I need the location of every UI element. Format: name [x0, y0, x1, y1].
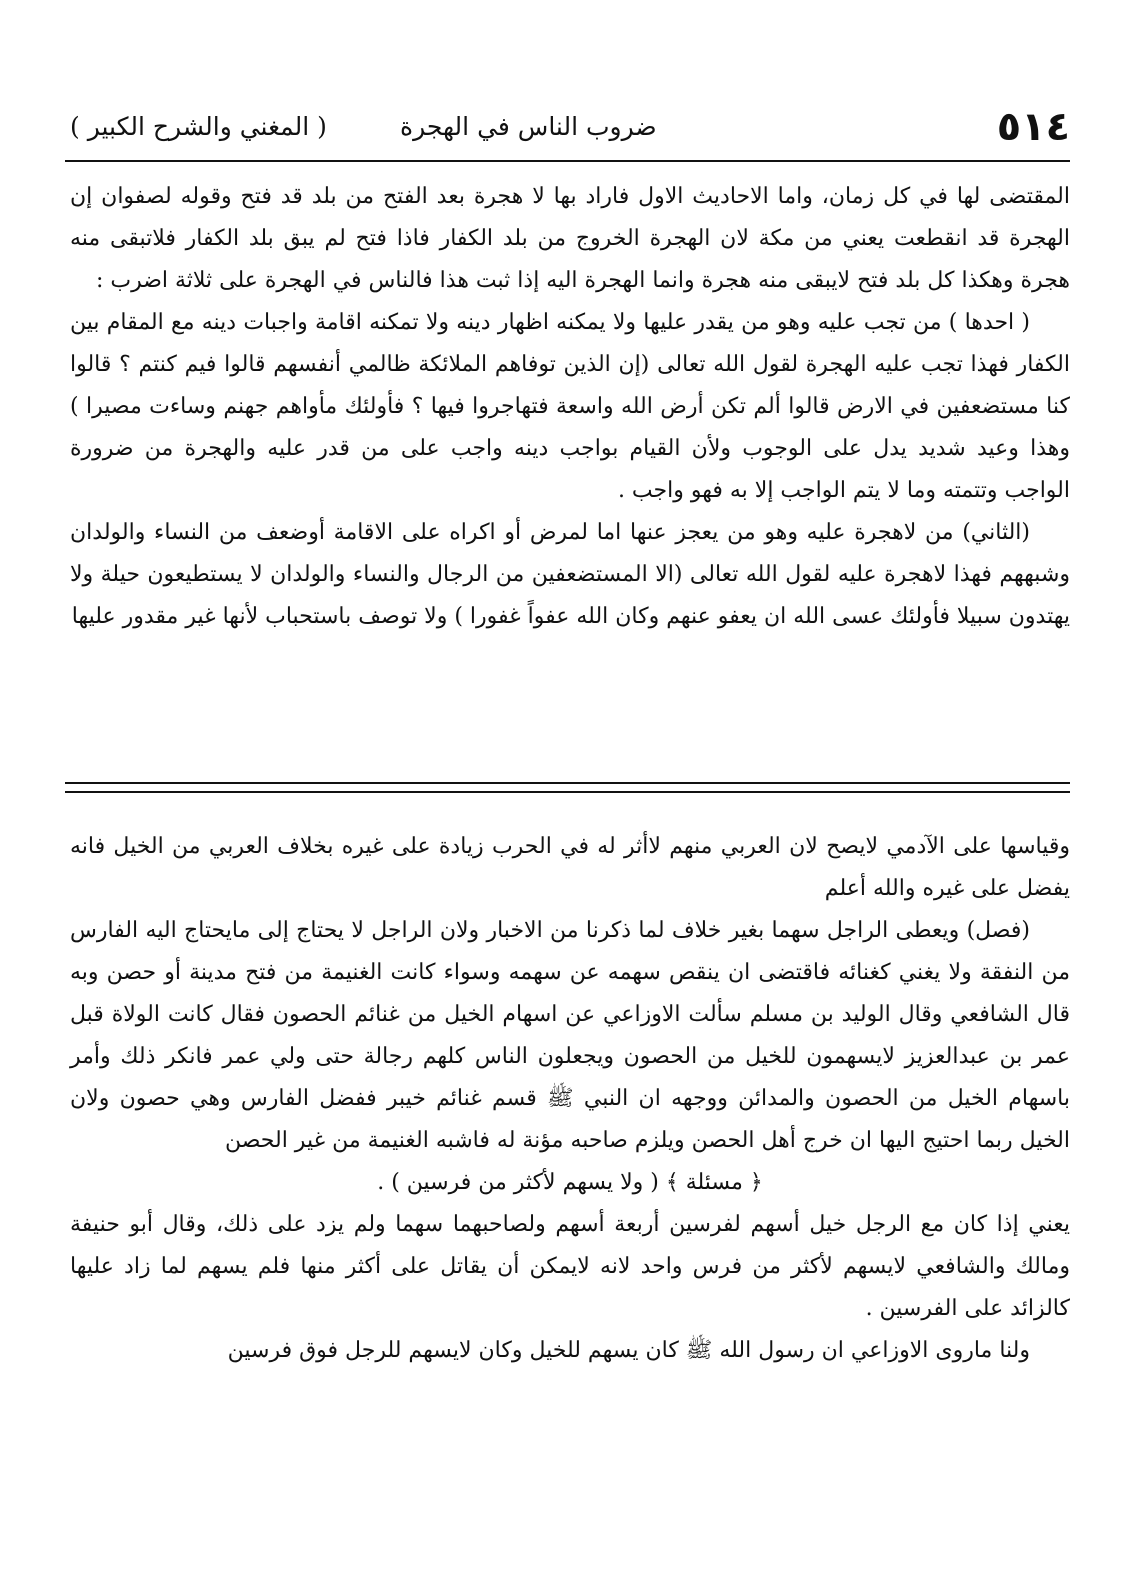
section-divider — [65, 782, 1070, 793]
book-title: ( المغني والشرح الكبير ) — [70, 112, 327, 141]
page-header — [70, 104, 1070, 160]
main-paragraph-3: (الثاني) من لاهجرة عليه وهو من يعجز عنها اما لمرض أو اكراه على الاقامة أوضعف من النساء والولدان وشبههم فهذا لاهجرة عليه لقول الله تعالى (الا المستضعفين من الرجال والنساء والولدان لا يستطيعون حيلة ولا يهتدون سبيلا فأولئك عسى الله ان يعفو عنهم وكان الله عفواً غفورا ) ولا توصف باستحباب لأنها غير مقدور عليها — [70, 520, 1070, 629]
masala-heading: ﴿ مسئلة ﴾ ( ولا يسهم لأكثر من فرسين ) . — [377, 1170, 763, 1195]
page-number: ٥١٤ — [996, 104, 1070, 150]
commentary-paragraph-2: (فصل) ويعطى الراجل سهما بغير خلاف لما ذكرنا من الاخبار ولان الراجل لا يحتاج إلى مايحتاج اليه الفارس من النفقة ولا يغني كغنائه فاقتضى ان ينقص سهمه عن سهمه وسواء كانت الغنيمة من فتح مدينة أو حصن وبه قال الشافعي وقال الوليد بن مسلم سألت الاوزاعي عن اسهام الخيل من غنائم الحصون فقال كانت الولاة قبل عمر بن عبدالعزيز لايسهمون للخيل من الحصون ويجعلون الناس كلهم رجالة حتى ولي عمر فانكر ذلك وأمر باسهام الخيل من الحصون والمدائن ووجهه ان النبي ﷺ قسم غنائم خيبر ففضل الفارس وهي حصون ولان الخيل ربما احتيج اليها ان خرج أهل الحصن ويلزم صاحبه مؤنة له فاشبه الغنيمة من غير الحصن — [70, 918, 1070, 1153]
main-paragraph-1: المقتضى لها في كل زمان، واما الاحاديث الاول فاراد بها لا هجرة بعد الفتح من بلد قد فتح وقوله لصفوان إن الهجرة قد انقطعت يعني من مكة لان الهجرة الخروج من بلد الكفار فاذا فتح لم يبق بلد الكفار فلاتبقى منه هجرة وهكذا كل بلد فتح لايبقى منه هجرة وانما الهجرة اليه إذا ثبت هذا فالناس في الهجرة على ثلاثة اضرب : — [70, 184, 1070, 293]
main-paragraph-2: ( احدها ) من تجب عليه وهو من يقدر عليها ولا يمكنه اظهار دينه ولا تمكنه اقامة واجبات دينه مع المقام بين الكفار فهذا تجب عليه الهجرة لقول الله تعالى (إن الذين توفاهم الملائكة ظالمي أنفسهم قالوا فيم كنتم ؟ قالوا كنا مستضعفين في الارض قالوا ألم تكن أرض الله واسعة فتهاجروا فيها ؟ فأولئك مأواهم جهنم وساءت مصيرا ) وهذا وعيد شديد يدل على الوجوب ولأن القيام بواجب دينه واجب على من قدر عليه والهجرة من ضرورة الواجب وتتمته وما لا يتم الواجب إلا به فهو واجب . — [70, 310, 1070, 503]
main-text — [70, 176, 1070, 638]
commentary-paragraph-4: ولنا ماروى الاوزاعي ان رسول الله ﷺ كان يسهم للخيل وكان لايسهم للرجل فوق فرسين — [227, 1338, 1030, 1363]
header-rule — [65, 160, 1070, 162]
running-title: ضروب الناس في الهجرة — [400, 112, 657, 141]
commentary-paragraph-1: وقياسها على الآدمي لايصح لان العربي منهم لاأثر له في الحرب زيادة على غيره بخلاف العربي من الخيل فانه يفضل على غيره والله أعلم — [70, 834, 1070, 901]
commentary-paragraph-3: يعني إذا كان مع الرجل خيل أسهم لفرسين أربعة أسهم ولصاحبهما سهما ولم يزد على ذلك، وقال أبو حنيفة ومالك والشافعي لايسهم لأكثر من فرس واحد لانه لايمكن أن يقاتل على أكثر منها فلم يسهم لما زاد عليها كالزائد على الفرسين . — [70, 1212, 1070, 1321]
commentary-text — [70, 826, 1070, 1372]
